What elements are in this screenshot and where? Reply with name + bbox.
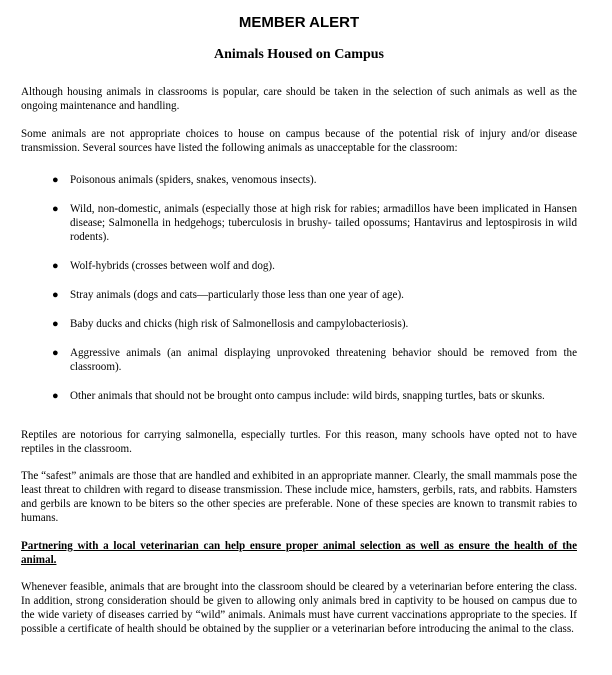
- list-item-text: Stray animals (dogs and cats—particularly those less than one year of age).: [70, 289, 404, 301]
- list-item-text: Other animals that should not be brought onto campus include: wild birds, snapping turtles, bats or skunks.: [70, 390, 545, 402]
- list-item-text: Poisonous animals (spiders, snakes, venomous insects).: [70, 174, 317, 186]
- intro-paragraph: Although housing animals in classrooms is popular, care should be taken in the selection of such animals as well as the ongoing maintenance and handling.: [21, 86, 577, 112]
- list-item-text: Baby ducks and chicks (high risk of Salmonellosis and campylobacteriosis).: [70, 318, 409, 330]
- list-item-text: Wolf-hybrids (crosses between wolf and dog).: [70, 260, 275, 272]
- bullet-icon: ●: [52, 174, 59, 186]
- list-item-text: Wild, non-domestic, animals (especially those at high risk for rabies; armadillos have been implicated in Hansen disease; Salmonella in hedgehogs; tuberculosis in brushy- tailed opossums; Hantavirus and leptospirosis in wild rodents).: [70, 203, 577, 243]
- bullet-icon: ●: [52, 260, 59, 272]
- bullet-icon: ●: [52, 318, 59, 330]
- reptiles-paragraph: Reptiles are notorious for carrying salmonella, especially turtles. For this reason, many schools have opted not to have reptiles in the classroom.: [21, 429, 577, 455]
- partnering-heading: Partnering with a local veterinarian can help ensure proper animal selection as well as ensure the health of the animal.: [21, 540, 577, 566]
- bullet-icon: ●: [52, 347, 59, 359]
- inappropriate-paragraph: Some animals are not appropriate choices to house on campus because of the potential risk of injury and/or disease transmission. Several sources have listed the following animals as unacceptable for the classroom:: [21, 128, 577, 154]
- list-item: [21, 288, 577, 302]
- bullet-icon: ●: [52, 390, 59, 402]
- unacceptable-animals-list: [21, 173, 577, 418]
- alert-heading: MEMBER ALERT: [238, 14, 360, 31]
- list-item: [21, 317, 577, 331]
- document-title: Animals Housed on Campus: [214, 47, 384, 62]
- list-item: [21, 202, 577, 244]
- list-item: [21, 173, 577, 187]
- veterinarian-paragraph: Whenever feasible, animals that are brought into the classroom should be cleared by a veterinarian before entering the class. In addition, strong consideration should be given to allowing only animals bred in captivity to be housed on campus due to the wide variety of diseases carried by “wild” animals. Animals must have current vaccinations appropriate to the species. If possible a certificate of health should be obtained by the supplier or a veterinarian before introducing the animal to the class.: [21, 581, 577, 635]
- bullet-icon: ●: [52, 203, 59, 215]
- bullet-icon: ●: [52, 289, 59, 301]
- safest-paragraph: The “safest” animals are those that are handled and exhibited in an appropriate manner. Clearly, the small mammals pose the least threat to children with regard to disease transmission. These include mice, hamsters, gerbils, rats, and rabbits. Hamsters and gerbils are known to be biters so the other species are preferable. None of these species are known to transmit rabies to humans.: [21, 470, 577, 524]
- list-item: [21, 346, 577, 374]
- list-item: [21, 259, 577, 273]
- list-item: [21, 389, 577, 403]
- list-item-text: Aggressive animals (an animal displaying unprovoked threatening behavior should be removed from the classroom).: [70, 347, 577, 373]
